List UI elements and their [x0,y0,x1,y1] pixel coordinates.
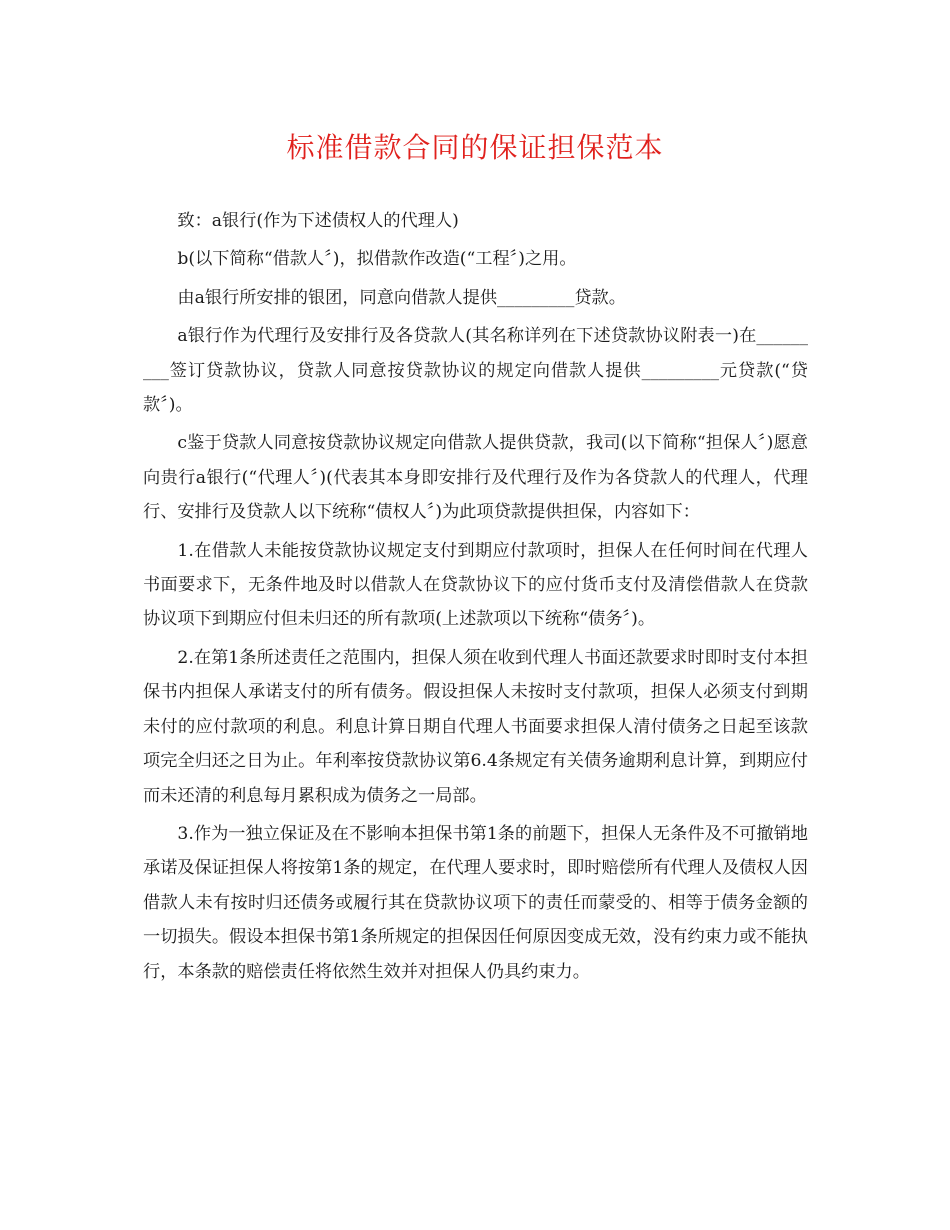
paragraph-guarantor: c鉴于贷款人同意按贷款协议规定向借款人提供贷款，我司(以下简称“担保人〞)愿意向贵行a银行(“代理人〞)(代表其本身即安排行及代理行及作为各贷款人的代理人，代理行、安排行及贷款人以下统称“债权人〞)为此项贷款提供担保，内容如下： [143,433,808,523]
paragraph-clause-2: 2.在第1条所述责任之范围内，担保人须在收到代理人书面还款要求时即时支付本担保书内担保人承诺支付的所有债务。假设担保人未按时支付款项，担保人必须支付到期未付的应付款项的利息。利息计算日期自代理人书面要求担保人清付债务之日起至该款项完全归还之日为止。年利率按贷款协议第6.4条规定有关债务逾期利息计算，到期应付而未还清的利息每月累积成为债务之一局部。 [143,647,808,806]
paragraph-loan-agreement: a银行作为代理行及安排行及各贷款人(其名称详列在下述贷款协议附表一)在_________签订贷款协议，贷款人同意按贷款协议的规定向借款人提供_________元贷款(“贷款〞)。 [143,326,808,416]
paragraph-borrower: b(以下简称“借款人〞)，拟借款作改造(“工程〞)之用。 [177,249,577,270]
paragraph-clause-1: 1.在借款人未能按贷款协议规定支付到期应付款项时，担保人在任何时间在代理人书面要求下，无条件地及时以借款人在贷款协议下的应付货币支付及清偿借款人在贷款协议项下到期应付但未归还的所有款项(上述款项以下统称“债务〞)。 [143,540,808,630]
paragraph-addressee: 致：a银行(作为下述债权人的代理人) [177,211,459,231]
paragraph-syndicate: 由a银行所安排的银团，同意向借款人提供_________贷款。 [177,287,626,308]
document-title: 标准借款合同的保证担保范本 [286,131,664,164]
paragraph-clause-3: 3.作为一独立保证及在不影响本担保书第1条的前题下，担保人无条件及不可撤销地承诺及保证担保人将按第1条的规定，在代理人要求时，即时赔偿所有代理人及债权人因借款人未有按时归还债务或履行其在贷款协议项下的责任而蒙受的、相等于债务金额的一切损失。假设本担保书第1条所规定的担保因任何原因变成无效，没有约束力或不能执行，本条款的赔偿责任将依然生效并对担保人仍具约束力。 [143,823,808,982]
document-body [143,204,808,993]
